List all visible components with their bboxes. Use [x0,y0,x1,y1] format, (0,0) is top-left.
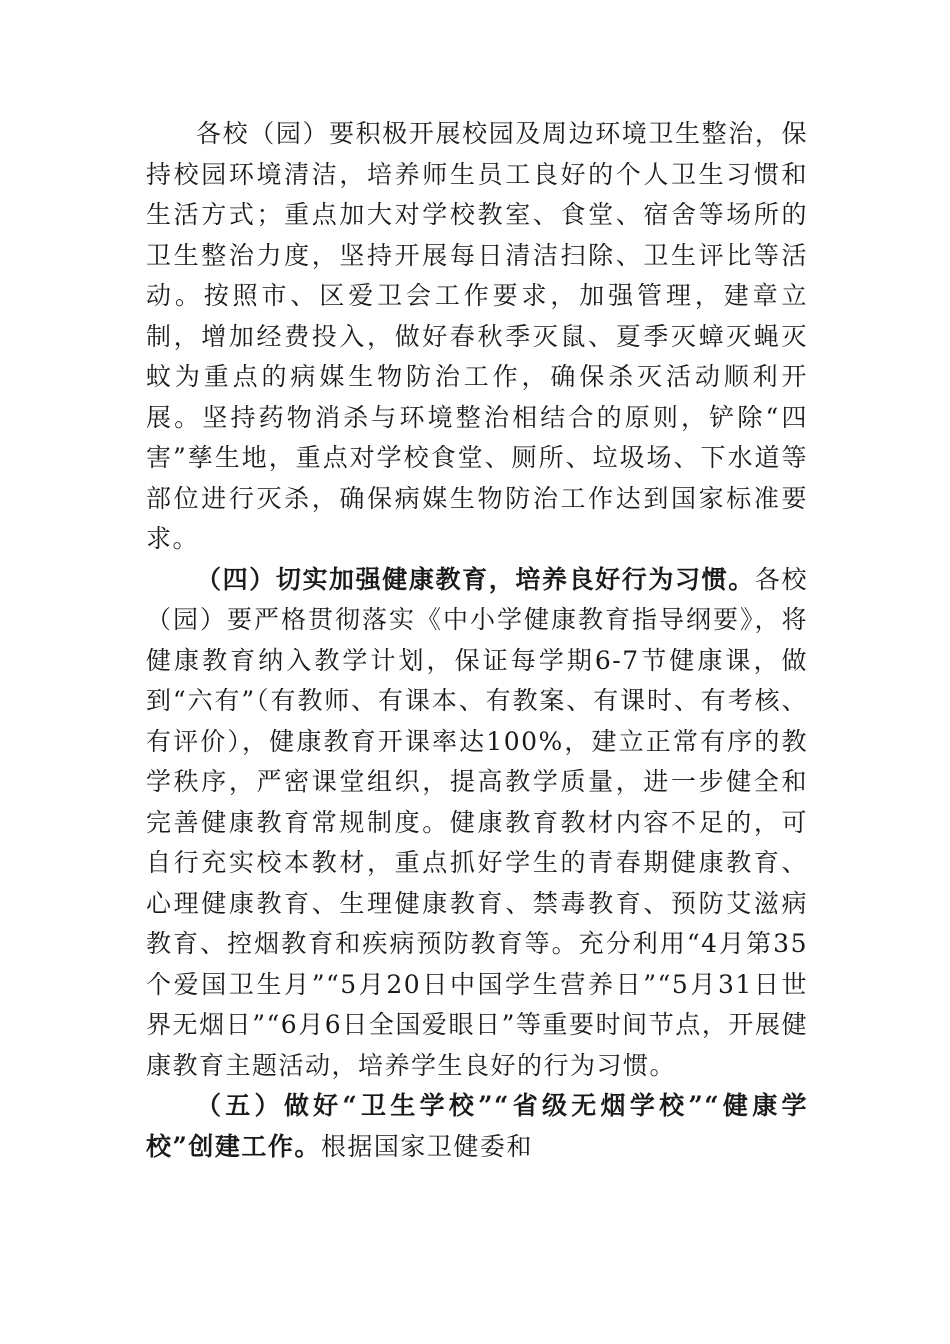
paragraph-text: 各校（园）要严格贯彻落实《中小学健康教育指导纲要》，将健康教育纳入教学计划，保证每学期6-7节健康课，做到“六有”（有教师、有课本、有教案、有课时、有考核、有评价），健康教育开课率达100%，建立正常有序的教学秩序，严密课堂组织，提高教学质量，进一步健全和完善健康教育常规制度。健康教育教材内容不足的，可自行充实校本教材，重点抓好学生的青春期健康教育、心理健康教育、生理健康教育、禁毒教育、预防艾滋病教育、控烟教育和疾病预防教育等。充分利用“4月第35个爱国卫生月”“5月20日中国学生营养日”“5月31日世界无烟日”“6月6日全国爱眼日”等重要时间节点，开展健康教育主题活动，培养学生良好的行为习惯。 [146,564,808,1080]
paragraph-school-creation [146,1086,808,1167]
paragraph-environment-sanitation [146,114,808,560]
paragraph-health-education [146,560,808,1087]
paragraph-text: 根据国家卫健委和 [320,1131,533,1161]
paragraph-text: 各校（园）要积极开展校园及周边环境卫生整治，保持校园环境清洁，培养师生员工良好的个人卫生习惯和生活方式；重点加大对学校教室、食堂、宿舍等场所的卫生整治力度，坚持开展每日清洁扫除、卫生评比等活动。按照市、区爱卫会工作要求，加强管理，建章立制，增加经费投入，做好春秋季灭鼠、夏季灭蟑灭蝇灭蚊为重点的病媒生物防治工作，确保杀灭活动顺利开展。坚持药物消杀与环境整治相结合的原则，铲除“四害”孳生地，重点对学校食堂、厕所、垃圾场、下水道等部位进行灭杀，确保病媒生物防治工作达到国家标准要求。 [146,119,808,553]
section-heading-5: （五）做好“卫生学校”“省级无烟学校”“健康学校”创建工作。 [146,1091,808,1161]
document-body [146,114,808,1167]
section-heading-4: （四）切实加强健康教育，培养良好行为习惯。 [196,564,755,594]
